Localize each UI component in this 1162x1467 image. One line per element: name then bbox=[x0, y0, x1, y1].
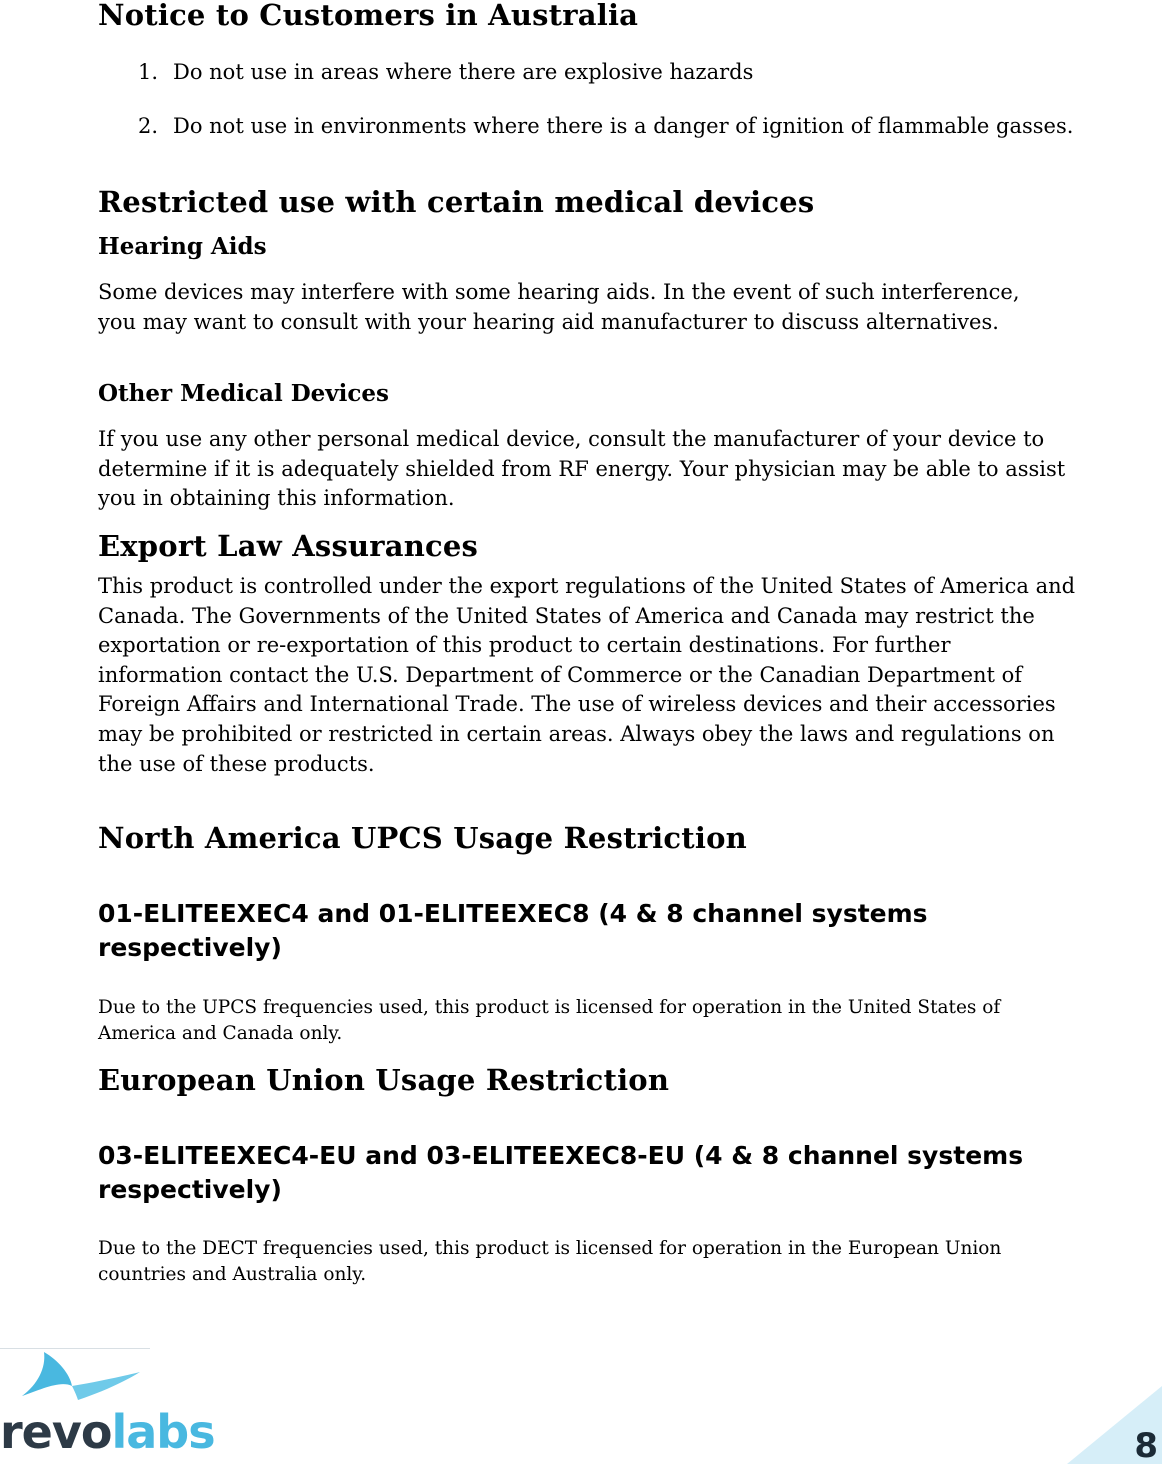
list-item bbox=[98, 58, 1078, 86]
paragraph-other-medical-devices: If you use any other personal medical device, consult the manufacturer of your device to determine if it is adequately shielded from RF energy. Your physician may be able to assist you in obtaining this information. bbox=[98, 427, 1066, 511]
paragraph-upcs-restriction: Due to the UPCS frequencies used, this product is licensed for operation in the United States of America and Canada only. bbox=[98, 997, 1001, 1044]
page-number: 8 bbox=[1134, 1426, 1158, 1466]
revolabs-logo-text bbox=[0, 1402, 215, 1462]
list-item-number: 1. bbox=[138, 60, 159, 84]
footer-divider bbox=[0, 1348, 150, 1349]
heading-north-america-restriction: North America UPCS Usage Restriction bbox=[98, 821, 747, 855]
australia-notice-list bbox=[98, 58, 1078, 140]
logo-text-labs: labs bbox=[111, 1405, 215, 1459]
heading-restricted-medical: Restricted use with certain medical devices bbox=[98, 185, 815, 219]
list-item-text: Do not use in environments where there is a danger of ignition of flammable gasses. bbox=[173, 114, 1074, 138]
logo-text-revo: revo bbox=[0, 1405, 112, 1459]
list-item-text: Do not use in areas where there are explosive hazards bbox=[173, 60, 754, 84]
list-item bbox=[98, 112, 1078, 140]
paragraph-export-law: This product is controlled under the export regulations of the United States of America and Canada. The Governments of the United States of America and Canada may restrict the exportation or re-exportation of this product to certain destinations. For further information contact the U.S. Department of Commerce or the Canadian Department of Foreign Affairs and International Trade. The use of wireless devices and their accessories may be prohibited or restricted in certain areas. Always obey the laws and regulations on the use of these products. bbox=[98, 574, 1076, 776]
heading-australia-notice: Notice to Customers in Australia bbox=[98, 0, 639, 32]
paragraph-eu-restriction: Due to the DECT frequencies used, this product is licensed for operation in the European Union countries and Australia only. bbox=[98, 1238, 1002, 1285]
heading-export-law: Export Law Assurances bbox=[98, 529, 479, 563]
heading-eu-models: 03-ELITEEXEC4-EU and 03-ELITEEXEC8-EU (4 & 8 channel systems respectively) bbox=[98, 1141, 1024, 1204]
heading-hearing-aids: Hearing Aids bbox=[98, 233, 267, 260]
heading-eu-restriction: European Union Usage Restriction bbox=[98, 1063, 670, 1097]
heading-upcs-models: 01-ELITEEXEC4 and 01-ELITEEXEC8 (4 & 8 channel systems respectively) bbox=[98, 899, 928, 962]
paragraph-hearing-aids: Some devices may interfere with some hearing aids. In the event of such interference, you may want to consult with your hearing aid manufacturer to discuss alternatives. bbox=[98, 280, 1020, 334]
list-item-number: 2. bbox=[138, 114, 159, 138]
heading-other-medical-devices: Other Medical Devices bbox=[98, 380, 389, 407]
